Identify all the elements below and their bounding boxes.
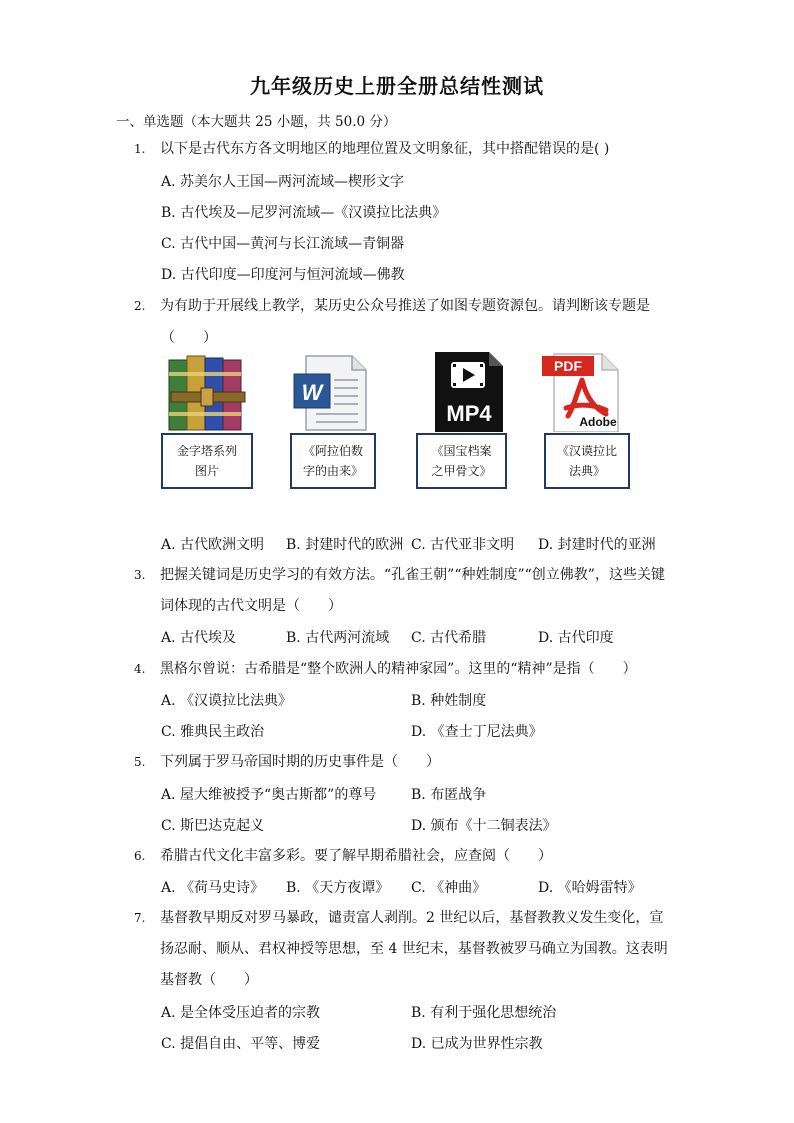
option-a[interactable]: A. 《荷马史诗》: [161, 880, 265, 896]
option-a[interactable]: A. 是全体受压迫者的宗教: [161, 1005, 321, 1021]
word-document-icon: [288, 352, 378, 432]
option-b[interactable]: B. 古代埃及—尼罗河流域—《汉谟拉比法典》: [161, 205, 447, 221]
svg-text:W: W: [301, 380, 323, 405]
option-a[interactable]: A. 古代欧洲文明: [161, 537, 265, 553]
option-b[interactable]: B. 《天方夜谭》: [286, 880, 390, 896]
option-d[interactable]: D. 古代印度: [538, 630, 614, 646]
option-a[interactable]: A. 古代埃及: [161, 630, 237, 646]
question-text: 下列属于罗马帝国时期的历史事件是（ ）: [160, 754, 440, 770]
option-a[interactable]: A. 苏美尔人王国—两河流域—楔形文字: [161, 174, 405, 190]
page-title: 九年级历史上册全册总结性测试: [250, 74, 544, 98]
pdf-label: PDF: [554, 358, 582, 374]
resource-caption: 《汉谟拉比 法典》: [544, 433, 630, 489]
question-number: 1.: [134, 142, 146, 156]
option-c[interactable]: C. 雅典民主政治: [161, 724, 265, 740]
option-d[interactable]: D. 古代印度—印度河与恒河流域—佛教: [161, 267, 405, 283]
option-b[interactable]: B. 古代两河流域: [286, 630, 390, 646]
option-d[interactable]: D. 《哈姆雷特》: [538, 880, 642, 896]
option-c[interactable]: C. 古代希腊: [411, 630, 487, 646]
question-text: 黑格尔曾说：古希腊是“整个欧洲人的精神家园”。这里的“精神”是指（ ）: [160, 661, 637, 677]
pdf-file-icon: [540, 352, 630, 432]
option-d[interactable]: D. 颁布《十二铜表法》: [411, 818, 557, 834]
option-c[interactable]: C. 提倡自由、平等、博爱: [161, 1036, 321, 1052]
books-icon: [163, 352, 253, 432]
option-b[interactable]: B. 有利于强化思想统治: [411, 1005, 557, 1021]
question-text: 为有助于开展线上教学，某历史公众号推送了如图专题资源包。请判断该专题是: [160, 298, 650, 314]
question-text-cont: 基督教（ ）: [160, 972, 258, 988]
question-text-cont: 扬忍耐、顺从、君权神授等思想，至 4 世纪末，基督教被罗马确立为国教。这表明: [160, 941, 668, 957]
option-a[interactable]: A. 屋大维被授予“奥古斯都”的尊号: [161, 787, 377, 803]
option-c[interactable]: C. 古代中国—黄河与长江流域—青铜器: [161, 236, 405, 252]
question-text: 把握关键词是历史学习的有效方法。“孔雀王朝”“种姓制度”“创立佛教”，这些关键: [160, 567, 665, 583]
resource-caption: 《国宝档案 之甲骨文》: [416, 433, 507, 489]
resource-caption: 《阿拉伯数 字的由来》: [290, 433, 376, 489]
question-text: 基督教早期反对罗马暴政，谴责富人剥削。2 世纪以后，基督教教义发生变化，宣: [160, 910, 664, 926]
question-number: 6.: [134, 849, 146, 863]
adobe-label: Adobe: [579, 415, 617, 429]
option-c[interactable]: C. 斯巴达克起义: [161, 818, 265, 834]
question-text: 以下是古代东方各文明地区的地理位置及文明象征，其中搭配错误的是( ): [160, 141, 610, 157]
option-c[interactable]: C. 《神曲》: [411, 880, 487, 896]
option-d[interactable]: D. 《查士丁尼法典》: [411, 724, 543, 740]
mp4-label: MP4: [446, 401, 492, 426]
question-number: 7.: [134, 911, 146, 925]
mp4-file-icon: [423, 352, 513, 432]
option-d[interactable]: D. 已成为世界性宗教: [411, 1036, 543, 1052]
option-d[interactable]: D. 封建时代的亚洲: [538, 537, 656, 553]
question-text: 希腊古代文化丰富多彩。要了解早期希腊社会，应查阅（ ）: [160, 848, 552, 864]
answer-blank: （ ）: [161, 330, 217, 346]
option-b[interactable]: B. 种姓制度: [411, 693, 487, 709]
resource-caption: 金字塔系列 图片: [161, 433, 253, 489]
question-text-cont: 词体现的古代文明是（ ）: [160, 598, 342, 614]
section-heading: 一、单选题（本大题共 25 小题，共 50.0 分）: [116, 114, 397, 130]
question-number: 5.: [134, 755, 146, 769]
option-b[interactable]: B. 布匿战争: [411, 787, 487, 803]
question-number: 2.: [134, 299, 146, 313]
option-a[interactable]: A. 《汉谟拉比法典》: [161, 693, 293, 709]
question-number: 3.: [134, 568, 146, 582]
option-b[interactable]: B. 封建时代的欧洲: [286, 537, 404, 553]
question-number: 4.: [134, 662, 146, 676]
option-c[interactable]: C. 古代亚非文明: [411, 537, 515, 553]
